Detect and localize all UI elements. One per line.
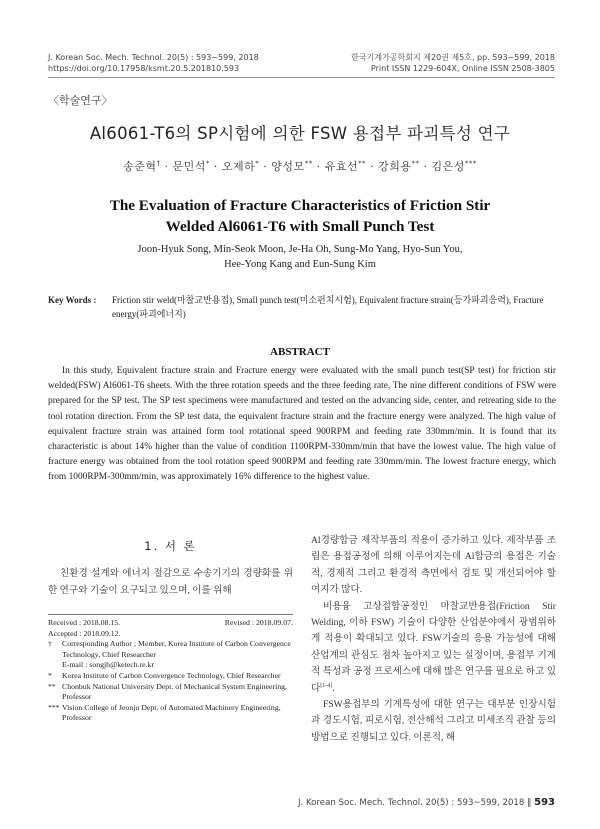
author-ko: 송준혁† <box>123 159 161 173</box>
footnote-item: * Korea Institute of Carbon Convergence Technology, Chief Researcher <box>48 670 281 680</box>
keywords-label: Key Words : <box>48 295 97 305</box>
author-ko: 유효선** <box>324 159 367 173</box>
footnotes <box>48 618 293 724</box>
intro-paragraph: Al경량합금 제작부품의 적용이 증가하고 있다. 제작부품 조립은 용접공정에 의해 이루어지는데 Al합금의 용접은 기술적, 경제적 그리고 환경적 측면에서 검토 및 개선되어야 할 여지가 많다. <box>311 535 556 596</box>
footnote-divider <box>48 614 293 615</box>
revised-date: Revised : 2018.09.07. <box>224 618 293 627</box>
footer-citation: J. Korean Soc. Mech. Technol. 20(5) : 593~599, 2018 ‖ <box>297 798 532 808</box>
journal-citation: J. Korean Soc. Mech. Technol. 20(5) : 593~599, 2018 <box>48 53 259 62</box>
issn-info: Print ISSN 1229-604X, Online ISSN 2508-3805 <box>370 64 555 73</box>
intro-paragraph: FSW용접부의 기계특성에 대한 연구는 대부분 인장시험과 경도시험, 피로시험, 전산해석 그리고 미세조직 관찰 등의 방법으로 진행되고 있다. 이론적, 해 <box>311 699 556 743</box>
intro-paragraph: 친환경 설계와 에너지 절감으로 수송기기의 경량화를 위한 연구와 기술이 요구되고 있으며, 이를 위해 <box>48 568 293 596</box>
title-english-line: Welded Al6061-T6 with Small Punch Test <box>165 218 435 235</box>
email-address: E-mail : songjh@ketech.re.kr <box>62 660 155 670</box>
abstract-text: In this study, Equivalent fracture strain and Fracture energy were evaluated with the small punch test(SP test) for friction stir welded(FSW) Al6061-T6 sheets. With the three rotation speeds and the three feeding rate, The nine different conditions of FSW were prepared for the SP test. The SP test specimens were manufactured and tested on the advancing side, center, and retreating side to the tool rotation direction. From the SP test data, the equivalent fracture strain and the fracture energy were analyzed. The high value of equivalent fracture strain was attained form tool rotational speed 900RPM and feeding rate 330mm/min. It is found that its characteristic is about 14% higher than the value of condition 1100RPM-330mm/min that have the lowest value. The high value of fracture energy was obtained from the tool rotation speed 900RPM and feeding rate 330mm/min. The lowest fracture energy, which from 1000RPM-300mm/min, was approximately 16% difference to the highest value. <box>48 366 556 483</box>
footnote-item: ** Chonbuk National University Dept. of Mechanical System Engineering, Professor <box>48 681 287 702</box>
header-divider <box>48 77 555 78</box>
journal-citation-korean: 한국기계가공학회지 제20권 제5호, pp. 593~599, 2018 <box>351 53 555 62</box>
author-ko: 양성모** <box>271 159 313 173</box>
author-ko: 강희용** <box>378 159 420 173</box>
abstract-title: ABSTRACT <box>270 346 330 358</box>
journal-header-right <box>351 52 555 74</box>
authors-english-line: Hee-Yong Kang and Eun-Sung Kim <box>224 259 376 270</box>
page-number: 593 <box>534 797 555 808</box>
received-revised-row <box>48 618 293 629</box>
author-ko: 오제하* <box>221 159 260 173</box>
accepted-date: Accepted : 2018.09.12. <box>48 628 121 638</box>
section-heading-introduction: 1. 서 론 <box>144 539 197 553</box>
citation-ref[interactable]: [1-4] <box>320 682 333 689</box>
footnote-item: † Corresponding Author ; Member, Korea Institute of Carbon Convergence Technology, Chief Researcher <box>48 639 291 659</box>
keywords <box>48 293 556 321</box>
footnote-item <box>48 660 293 671</box>
page-footer <box>298 797 555 808</box>
authors-english <box>60 242 540 272</box>
title-korean: Al6061-T6의 SP시험에 의한 FSW 용접부 파괴특성 연구 <box>89 124 511 143</box>
authors-english-line: Joon-Hyuk Song, Min-Seok Moon, Je-Ha Oh, Sung-Mo Yang, Hyo-Sun You, <box>137 244 463 255</box>
title-english-line: The Evaluation of Fracture Characteristics of Friction Stir <box>109 197 491 214</box>
received-date: Received : 2018.08.15. <box>48 618 121 627</box>
keywords-text: Friction stir weld(마찰교반용접), Small punch test(미소펀치시험), Equivalent fracture strain(등가파괴응력), Fracture energy(파괴에너지) <box>112 295 544 319</box>
footnote-item: *** Vision College of Jeonju Dept. of Automated Machinery Engineering, Professor <box>48 702 281 723</box>
intro-paragraph: 비용융 고상접합공정인 마찰교반용접(Friction Stir Welding, 이하 FSW) 기술이 다양한 산업분야에서 광범위하게 적용이 확대되고 있다. FSW기술의 응용 가능성에 대해 산업계의 관심도 점차 높아지고 있는 실정이며, 용접부 기계적 특성과 공정 프로세스에 대해 많은 연구를 필요로 하고 있다[1-4]. <box>311 600 556 694</box>
section-tag: 〈학술연구〉 <box>48 94 113 107</box>
author-ko: 김은성*** <box>431 159 477 173</box>
doi-link[interactable]: https://doi.org/10.17958/ksmt.20.5.201810.593 <box>48 64 240 73</box>
intro-right-column <box>311 533 556 746</box>
author-ko: 문민석* <box>172 159 210 173</box>
authors-korean: 송준혁† · 문민석* · 오제하* · 양성모** · 유효선** · 강희용** · 김은성*** <box>123 159 477 173</box>
title-english <box>60 195 540 237</box>
journal-header-left <box>48 52 259 74</box>
